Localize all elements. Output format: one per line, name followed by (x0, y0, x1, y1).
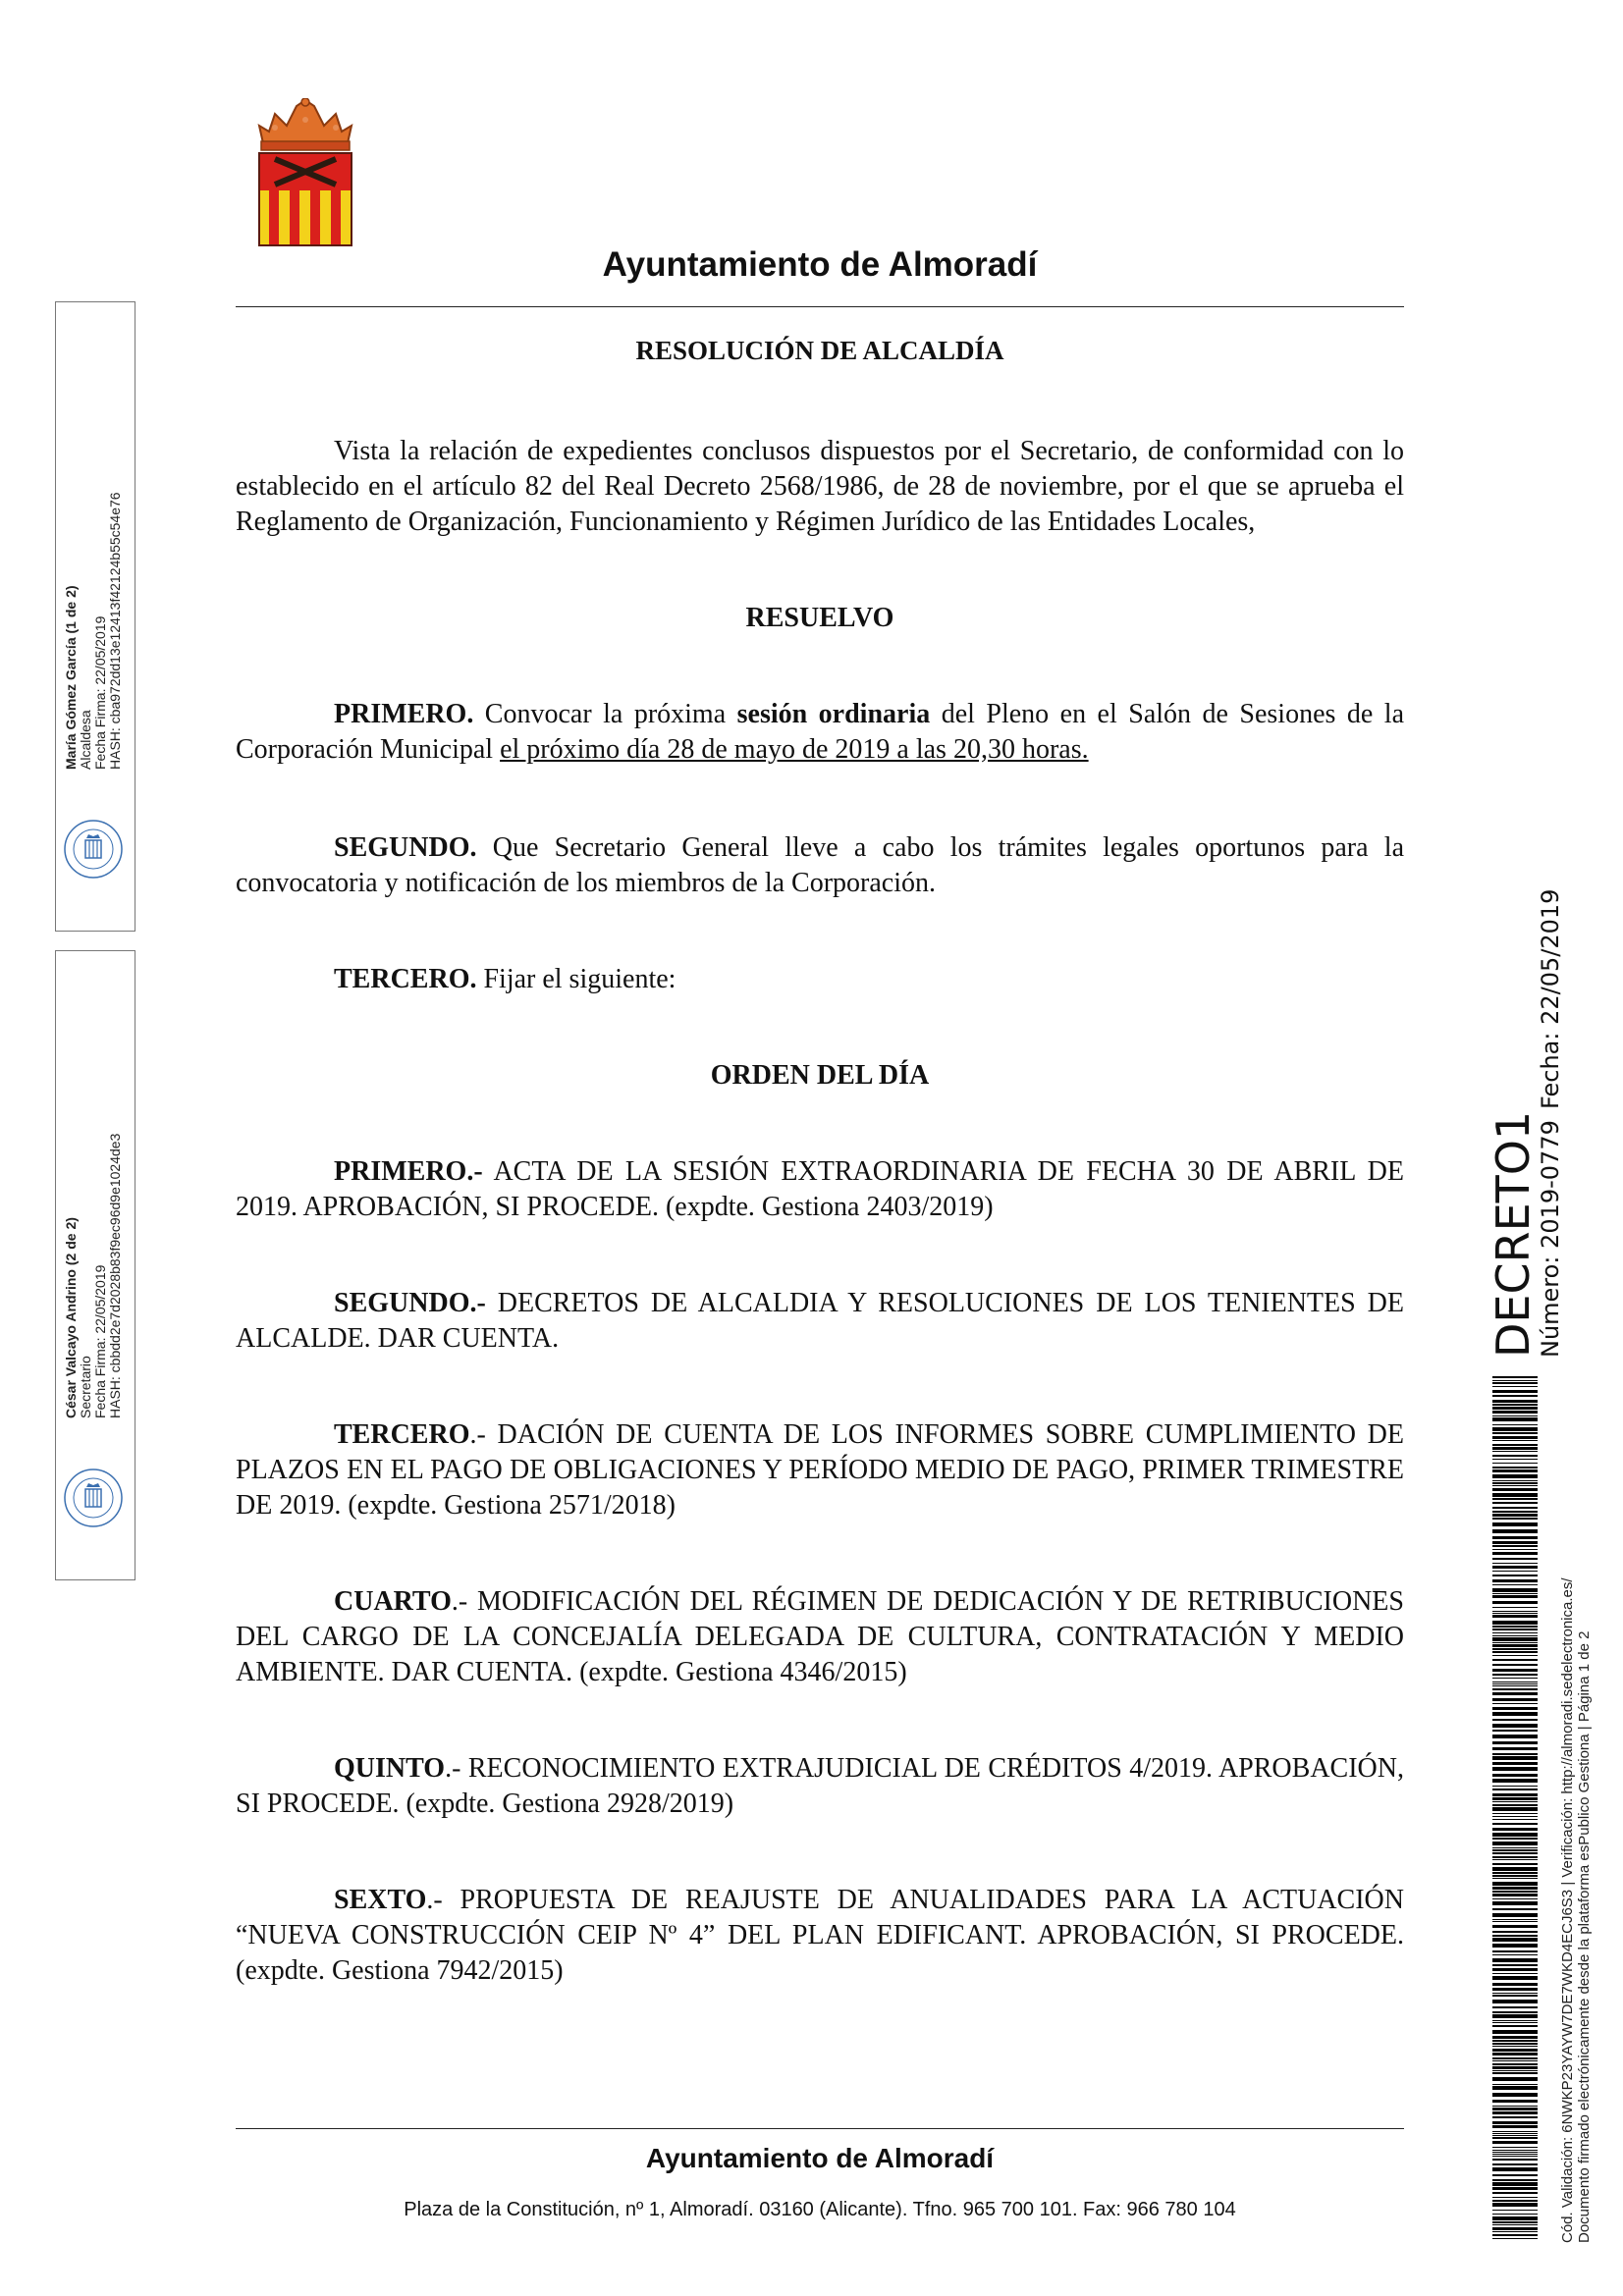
resolution-tercero (236, 962, 1404, 997)
decree-number: Número: 2019-0779 (1537, 1120, 1564, 1358)
signature-date: Fecha Firma: 22/05/2019 (92, 1264, 108, 1418)
resolution-label: TERCERO. (334, 964, 477, 994)
footer-organization: Ayuntamiento de Almoradí (645, 2143, 995, 2173)
resolution-text: Fijar el siguiente: (476, 964, 676, 994)
signature-platform-note: Documento firmado electrónicamente desde la plataforma esPublico Gestiona | Página 1 de 2 (1576, 1630, 1593, 2243)
barcode-icon (1492, 1376, 1538, 2240)
intro-paragraph: Vista la relación de expedientes conclusos dispuestos por el Secretario, de conformidad con lo establecido en el artículo 82 del Real Decreto 2568/1986, de 28 de noviembre, por el que se aprueba el Reglamento de Organización, Funcionamiento y Régimen Jurídico de las Entidades Locales, (236, 436, 1404, 537)
agenda-item-label: SEXTO (334, 1885, 427, 1915)
signature-box (55, 950, 135, 1580)
municipal-seal-icon (62, 1467, 125, 1529)
signer-name: César Valcayo Andrino (2 de 2) (63, 1217, 79, 1418)
agenda-item-label: TERCERO (334, 1419, 470, 1450)
agenda-item-text: .- MODIFICACIÓN DEL RÉGIMEN DE DEDICACIÓN Y DE RETRIBUCIONES DEL CARGO DE LA CONCEJALÍA DELEGADA DE CULTURA, CONTRATACIÓN Y MEDIO AMBIENTE. DAR CUENTA. (expdte. Gestiona 4346/2015) (236, 1586, 1404, 1687)
agenda-item (236, 1584, 1404, 1690)
validation-code: Cód. Validación: 6NWKP23YAYW7DE7WKD4ECJ6S3 | Verificación: http://almoradi.sedelectronica.es/ (1559, 1577, 1576, 2243)
orden-del-dia-heading: ORDEN DEL DÍA (710, 1060, 930, 1091)
agenda-item-label: PRIMERO.- (334, 1156, 483, 1187)
agenda-item-label: CUARTO (334, 1586, 452, 1617)
resolution-text: del Pleno en el Salón de Sesiones de la Corporación Municipal (236, 699, 1404, 765)
agenda-item-label: QUINTO (334, 1753, 446, 1784)
document-title: RESOLUCIÓN DE ALCALDÍA (635, 336, 1004, 365)
agenda-item-text: DECRETOS DE ALCALDIA Y RESOLUCIONES DE LOS TENIENTES DE ALCALDE. DAR CUENTA. (236, 1288, 1404, 1354)
validation-info (1559, 1577, 1593, 2243)
document-body (236, 434, 1404, 1989)
agenda-item (236, 1286, 1404, 1357)
agenda-item (236, 1883, 1404, 1989)
signature-details (64, 492, 123, 770)
resolution-label: PRIMERO. (334, 699, 474, 729)
signer-role: Alcaldesa (78, 710, 93, 770)
resolution-label: SEGUNDO. (334, 832, 477, 863)
footer-divider (236, 2128, 1404, 2129)
footer-address: Plaza de la Constitución, nº 1, Almoradí. 03160 (Alicante). Tfno. 965 700 101. Fax: 966 780 104 (404, 2199, 1236, 2220)
organization-title: Ayuntamiento de Almoradí (602, 245, 1038, 284)
agenda-item (236, 1154, 1404, 1225)
session-type: sesión ordinaria (736, 699, 931, 729)
agenda-item (236, 1417, 1404, 1523)
resuelvo-heading: RESUELVO (745, 603, 894, 633)
agenda-item-label: SEGUNDO.- (334, 1288, 486, 1318)
resolution-primero (236, 697, 1404, 768)
header-divider (236, 306, 1404, 307)
signature-date: Fecha Firma: 22/05/2019 (92, 615, 108, 770)
resolution-text: Que Secretario General lleve a cabo los trámites legales oportunos para la convocatoria y notificación de los miembros de la Corporación. (236, 832, 1404, 898)
coat-of-arms-icon (253, 98, 357, 247)
signer-name: María Gómez García (1 de 2) (63, 585, 79, 770)
session-date: el próximo día 28 de mayo de 2019 a las 20,30 horas. (500, 734, 1089, 765)
agenda-item-text: .- PROPUESTA DE REAJUSTE DE ANUALIDADES PARA LA ACTUACIÓN “NUEVA CONSTRUCCIÓN CEIP Nº 4” DEL PLAN EDIFICANT. APROBACIÓN, SI PROCEDE. (expdte. Gestiona 7942/2015) (236, 1885, 1404, 1986)
signer-role: Secretario (78, 1356, 93, 1418)
agenda-item-text: .- RECONOCIMIENTO EXTRAJUDICIAL DE CRÉDITOS 4/2019. APROBACIÓN, SI PROCEDE. (expdte. Gestiona 2928/2019) (236, 1753, 1404, 1819)
agenda-item-text: .- DACIÓN DE CUENTA DE LOS INFORMES SOBRE CUMPLIMIENTO DE PLAZOS EN EL PAGO DE OBLIGACIONES Y PERÍODO MEDIO DE PAGO, PRIMER TRIMESTRE DE 2019. (expdte. Gestiona 2571/2018) (236, 1419, 1404, 1521)
decree-label: DECRETO1 (1487, 1110, 1540, 1358)
agenda-item-text: ACTA DE LA SESIÓN EXTRAORDINARIA DE FECHA 30 DE ABRIL DE 2019. APROBACIÓN, SI PROCEDE. (expdte. Gestiona 2403/2019) (236, 1156, 1404, 1222)
signature-box (55, 301, 135, 932)
resolution-text: Convocar la próxima (473, 699, 737, 729)
decree-date: Fecha: 22/05/2019 (1537, 888, 1564, 1109)
municipal-seal-icon (62, 818, 125, 881)
signature-hash: HASH: cbbdd2e7d2028b83f9ec96d9e1024de3 (107, 1133, 123, 1418)
signature-hash: HASH: cba972dd13e12413f42124b55c54e76 (107, 492, 123, 770)
signature-details (64, 1134, 123, 1418)
resolution-segundo (236, 830, 1404, 901)
agenda-item (236, 1751, 1404, 1822)
